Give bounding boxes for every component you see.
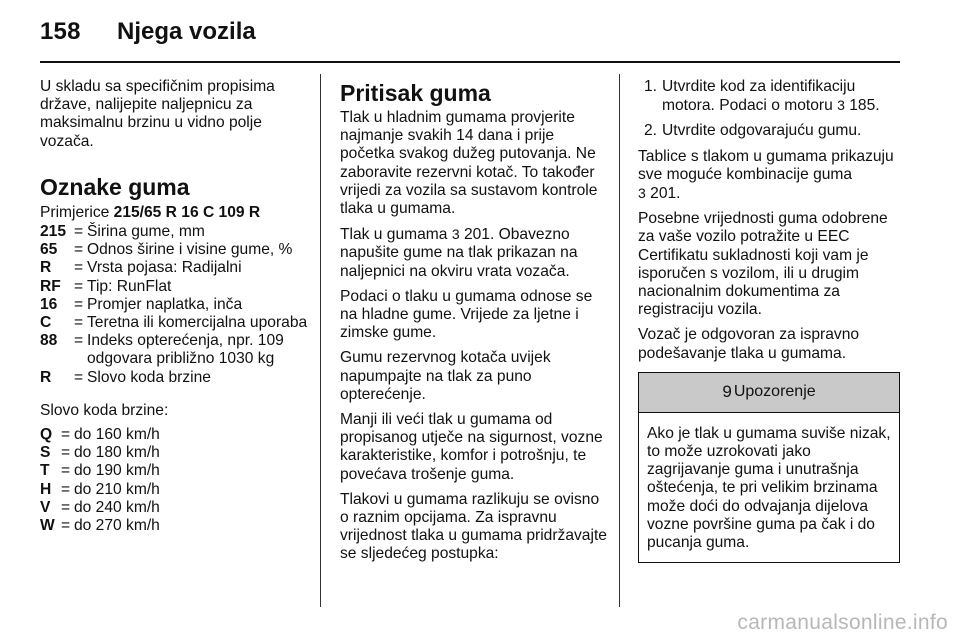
- definition-row: [40, 462, 308, 480]
- example-code: 215/65 R 16 C 109 R: [113, 203, 261, 221]
- definition-row: [40, 241, 308, 259]
- definition-code: C: [40, 314, 52, 332]
- page-number: 158: [40, 18, 81, 45]
- definition-row: [40, 278, 308, 296]
- definition-code: S: [40, 444, 51, 462]
- speed-code-list: [40, 426, 308, 535]
- watermark: carmanualsonline.info: [737, 611, 948, 634]
- definition-row: [40, 481, 308, 499]
- definition-equals: =: [61, 517, 71, 535]
- definition-text: Vrsta pojasa: Radijalni: [87, 259, 242, 277]
- definition-text: Tip: RunFlat: [87, 277, 172, 295]
- definition-equals: =: [61, 462, 71, 480]
- definition-code: 88: [40, 332, 58, 350]
- procedure-step: [638, 122, 904, 140]
- definition-code: W: [40, 517, 55, 535]
- definition-code: V: [40, 498, 51, 516]
- definition-equals: =: [74, 223, 84, 241]
- definition-code: 215: [40, 223, 67, 241]
- definition-equals: =: [74, 368, 84, 386]
- definition-text: Slovo koda brzine: [87, 368, 211, 386]
- definition-text: Odnos širine i visine gume, %: [87, 241, 293, 259]
- column-1: [40, 78, 308, 535]
- column-divider-2: [619, 74, 620, 607]
- warning-title: Upozorenje: [733, 383, 816, 401]
- definition-text: Širina gume, mm: [87, 223, 205, 241]
- warning-triangle-icon: 9: [722, 382, 732, 402]
- definition-code: H: [40, 480, 52, 498]
- section-heading-tire-markings: Oznake guma: [40, 173, 190, 200]
- page-reference-icon: 3: [638, 185, 646, 202]
- column-divider-1: [320, 74, 321, 607]
- definition-code: R: [40, 259, 52, 277]
- definition-code: T: [40, 462, 50, 480]
- definition-row: [40, 444, 308, 462]
- page-reference-icon: 3: [837, 97, 845, 114]
- certificate-paragraph: Posebne vrijednosti guma odobrene za vaše vozilo potražite u EEC Certifikatu sukladnosti koji vam je isporučen s vozilom, ili u drugim nacionalnim dokumentima za registraciju vozila.: [638, 210, 888, 319]
- definition-code: 65: [40, 241, 58, 259]
- definition-row: [40, 314, 308, 332]
- definition-row: [40, 296, 308, 314]
- definition-equals: =: [61, 498, 71, 516]
- definition-equals: =: [74, 295, 84, 313]
- definition-row: [40, 332, 308, 368]
- definition-equals: =: [74, 332, 84, 350]
- table-paragraph: Tablice s tlakom u gumama prikazuju sve moguće kombinacije guma 3 201.: [638, 147, 894, 203]
- definition-equals: =: [61, 426, 71, 444]
- pressure-paragraph-2-text: Tlak u gumama: [340, 226, 448, 244]
- warning-header: [639, 373, 899, 413]
- pressure-paragraph-2-rest: 201. Obavezno napušite gume na tlak prikazan na naljepnici na okviru vrata vozača.: [340, 226, 578, 280]
- example-label: Primjerice: [40, 203, 110, 221]
- definition-text: do 240 km/h: [74, 498, 160, 516]
- definition-text: do 190 km/h: [74, 462, 160, 480]
- definition-row: [40, 517, 308, 535]
- definition-code: Q: [40, 426, 53, 444]
- definition-code: 16: [40, 295, 58, 313]
- definition-equals: =: [74, 259, 84, 277]
- definition-text: Promjer naplatka, inča: [87, 295, 243, 313]
- definition-row: [40, 223, 308, 241]
- definition-row: [40, 369, 308, 387]
- page-reference-icon: 3: [451, 226, 460, 243]
- pressure-paragraph-2: [340, 225, 606, 281]
- pressure-paragraph-6: Tlakovi u gumama razlikuju se ovisno o raznim opcijama. Za ispravnu vrijednost tlaka u gumama pridržavajte se sljedećeg postupka:: [340, 490, 607, 563]
- definition-equals: =: [74, 314, 84, 332]
- column-3: [638, 78, 904, 563]
- pressure-paragraph-3: Podaci o tlaku u gumama odnose se na hladne gume. Vrijede za ljetne i zimske gume.: [340, 287, 593, 342]
- definition-equals: =: [74, 277, 84, 295]
- speed-code-intro: Slovo koda brzine:: [40, 401, 169, 419]
- definition-text: do 270 km/h: [74, 517, 160, 535]
- warning-body: Ako je tlak u gumama suviše nizak, to može uzrokovati jako zagrijavanje guma i unutrašnja oštećenja, te pri velikim brzinama može doći do odvajanja dijelova vozne površine guma pa čak i do pucanja guma.: [647, 424, 891, 552]
- definition-text: do 180 km/h: [74, 444, 160, 462]
- definition-equals: =: [61, 444, 71, 462]
- procedure-step: [638, 78, 904, 115]
- driver-responsibility-paragraph: Vozač je odgovoran za ispravno podešavanje tlaka u gumama.: [638, 326, 860, 362]
- warning-box: [638, 372, 900, 563]
- definition-equals: =: [74, 241, 84, 259]
- definition-equals: =: [61, 480, 71, 498]
- intro-paragraph: U skladu sa specifičnim propisima države, nalijepite naljepnicu za maksimalnu brzinu u vidno polje vozača.: [40, 78, 275, 150]
- header-rule: [40, 61, 900, 63]
- definition-row: [40, 259, 308, 277]
- definition-text: do 210 km/h: [74, 480, 160, 498]
- procedure-steps: [638, 78, 904, 141]
- definition-text: Indeks opterećenja, npr. 109 odgovara približno 1030 kg: [87, 332, 284, 368]
- step-text: Utvrdite kod za identifikaciju motora. Podaci o motoru 3 185.: [662, 78, 880, 115]
- step-number: 2.: [644, 122, 658, 140]
- pressure-paragraph-5: Manji ili veći tlak u gumama od propisanog utječe na sigurnost, vozne karakteristike, komfor i potrošnju, te povećava trošenje guma.: [340, 411, 603, 483]
- definition-text: Teretna ili komercijalna uporaba: [87, 314, 308, 332]
- pressure-paragraph-1: Tlak u hladnim gumama provjerite najmanje svakih 14 dana i prije početka svakog dužeg putovanja. Ne zaboravite rezervni kotač. To također vrijedi za vozila sa sustavom kontrole tlaka u gumama.: [340, 109, 598, 218]
- column-2: [340, 80, 606, 571]
- definition-text: do 160 km/h: [74, 426, 160, 444]
- example-line: [40, 204, 308, 222]
- pressure-paragraph-4: Gumu rezervnog kotača uvijek napumpajte na tlak za puno opterećenje.: [340, 349, 551, 403]
- definition-row: [40, 499, 308, 517]
- section-heading-tire-pressure: Pritisak guma: [340, 80, 491, 106]
- tire-code-definitions: [40, 223, 308, 387]
- definition-row: [40, 426, 308, 444]
- step-number: 1.: [644, 78, 658, 95]
- page-header-title: Njega vozila: [117, 18, 256, 45]
- definition-code: RF: [40, 277, 61, 295]
- step-text: Utvrdite odgovarajuću gumu.: [662, 122, 862, 140]
- definition-code: R: [40, 368, 52, 386]
